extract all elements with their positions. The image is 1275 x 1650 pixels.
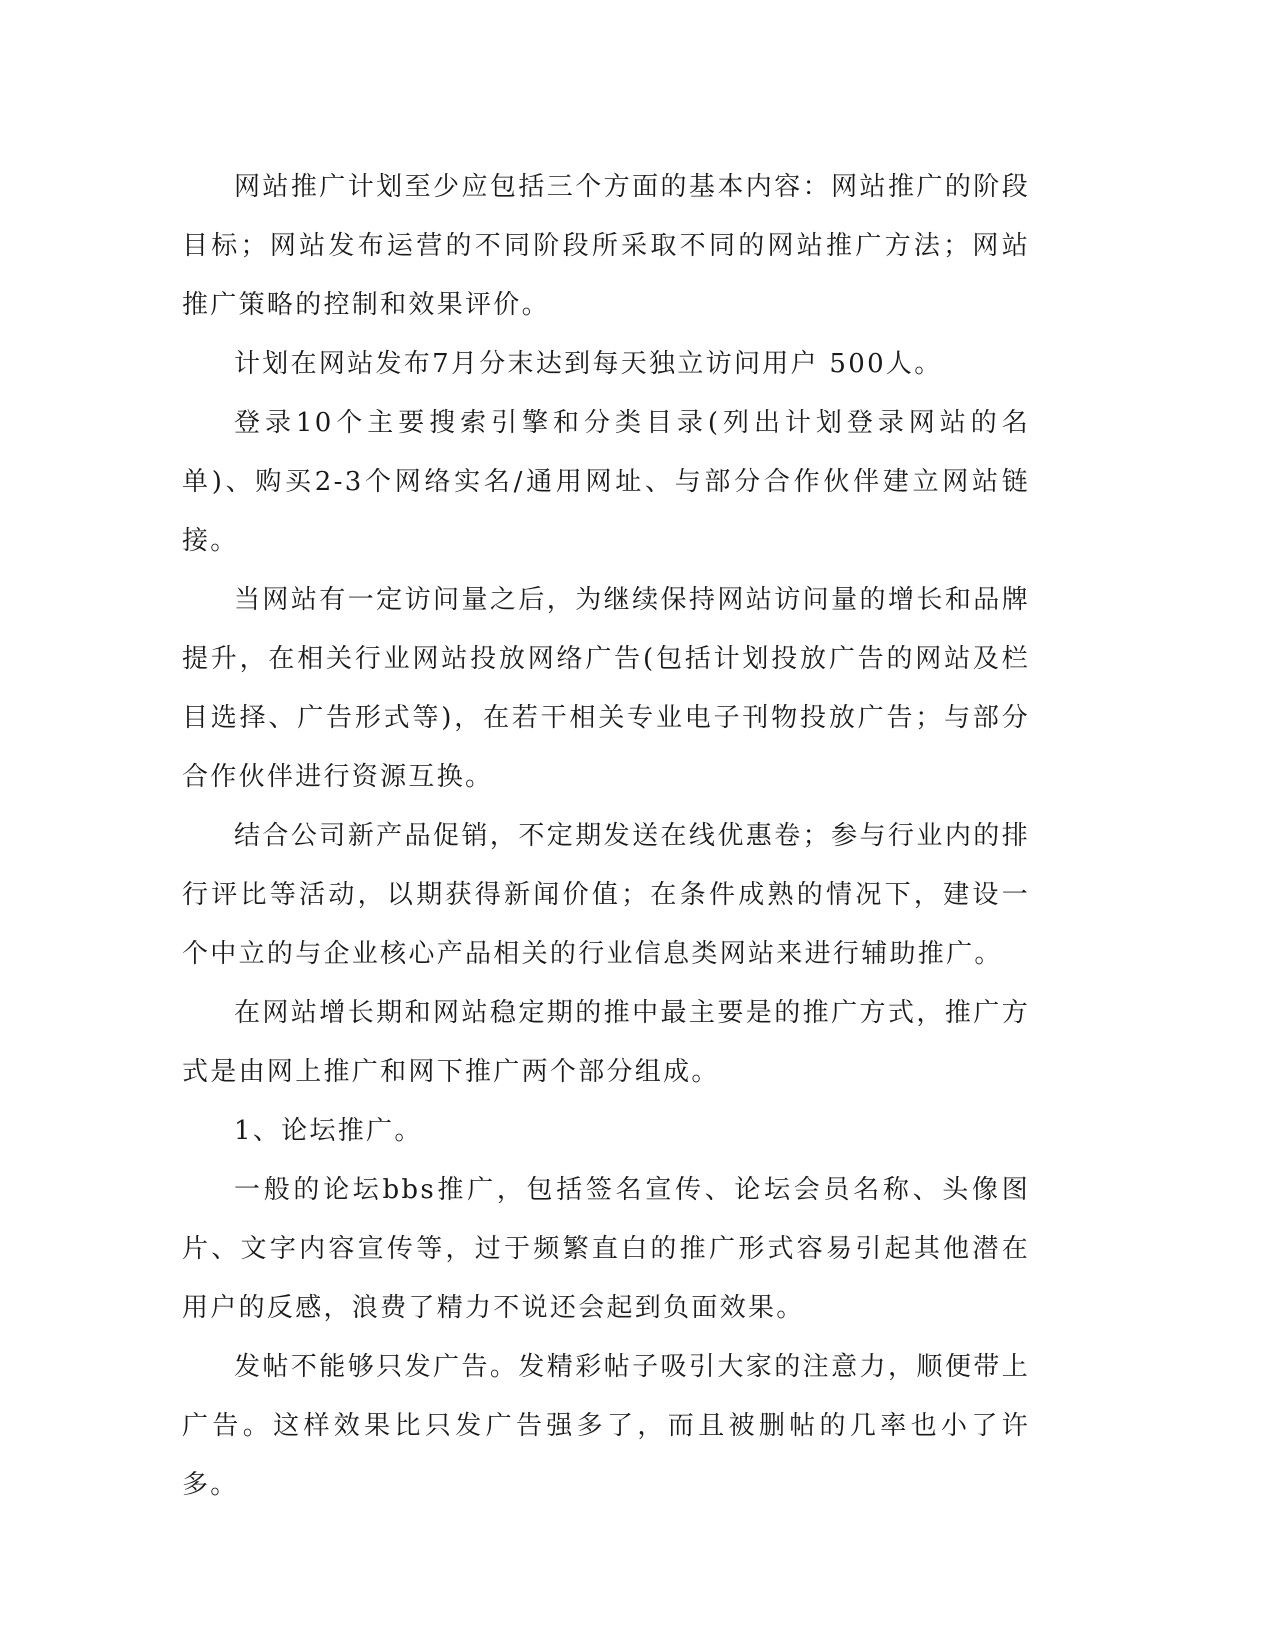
paragraph-online-advertising: 当网站有一定访问量之后，为继续保持网站访问量的增长和品牌提升，在相关行业网站投放网络广告(包括计划投放广告的网站及栏目选择、广告形式等)，在若干相关专业电子刊物投放广告；与部分合作伙伴进行资源互换。 <box>182 585 1030 792</box>
paragraph-forum-bbs: 一般的论坛bbs推广，包括签名宣传、论坛会员名称、头像图片、文字内容宣传等，过于频繁直白的推广形式容易引起其他潜在用户的反感，浪费了精力不说还会起到负面效果。 <box>182 1175 1030 1323</box>
section-heading-forum-promotion: 1、论坛推广。 <box>234 1116 423 1146</box>
paragraph-posting-advice: 发帖不能够只发广告。发精彩帖子吸引大家的注意力，顺便带上广告。这样效果比只发广告强多了，而且被删帖的几率也小了许多。 <box>182 1352 1030 1500</box>
paragraph-visitor-target: 计划在网站发布7月分末达到每天独立访问用户 500人。 <box>234 349 943 379</box>
document-body <box>182 158 1030 1515</box>
paragraph-promotion-plan-contents: 网站推广计划至少应包括三个方面的基本内容：网站推广的阶段目标；网站发布运营的不同阶段所采取不同的网站推广方法；网站推广策略的控制和效果评价。 <box>182 172 1030 320</box>
paragraph-promotion-methods: 在网站增长期和网站稳定期的推中最主要是的推广方式，推广方式是由网上推广和网下推广两个部分组成。 <box>182 998 1030 1087</box>
paragraph-product-promotion: 结合公司新产品促销，不定期发送在线优惠卷；参与行业内的排行评比等活动，以期获得新闻价值；在条件成熟的情况下，建设一个中立的与企业核心产品相关的行业信息类网站来进行辅助推广。 <box>182 821 1030 969</box>
paragraph-search-engine-registration: 登录10个主要搜索引擎和分类目录(列出计划登录网站的名单)、购买2-3个网络实名/通用网址、与部分合作伙伴建立网站链接。 <box>182 408 1030 556</box>
